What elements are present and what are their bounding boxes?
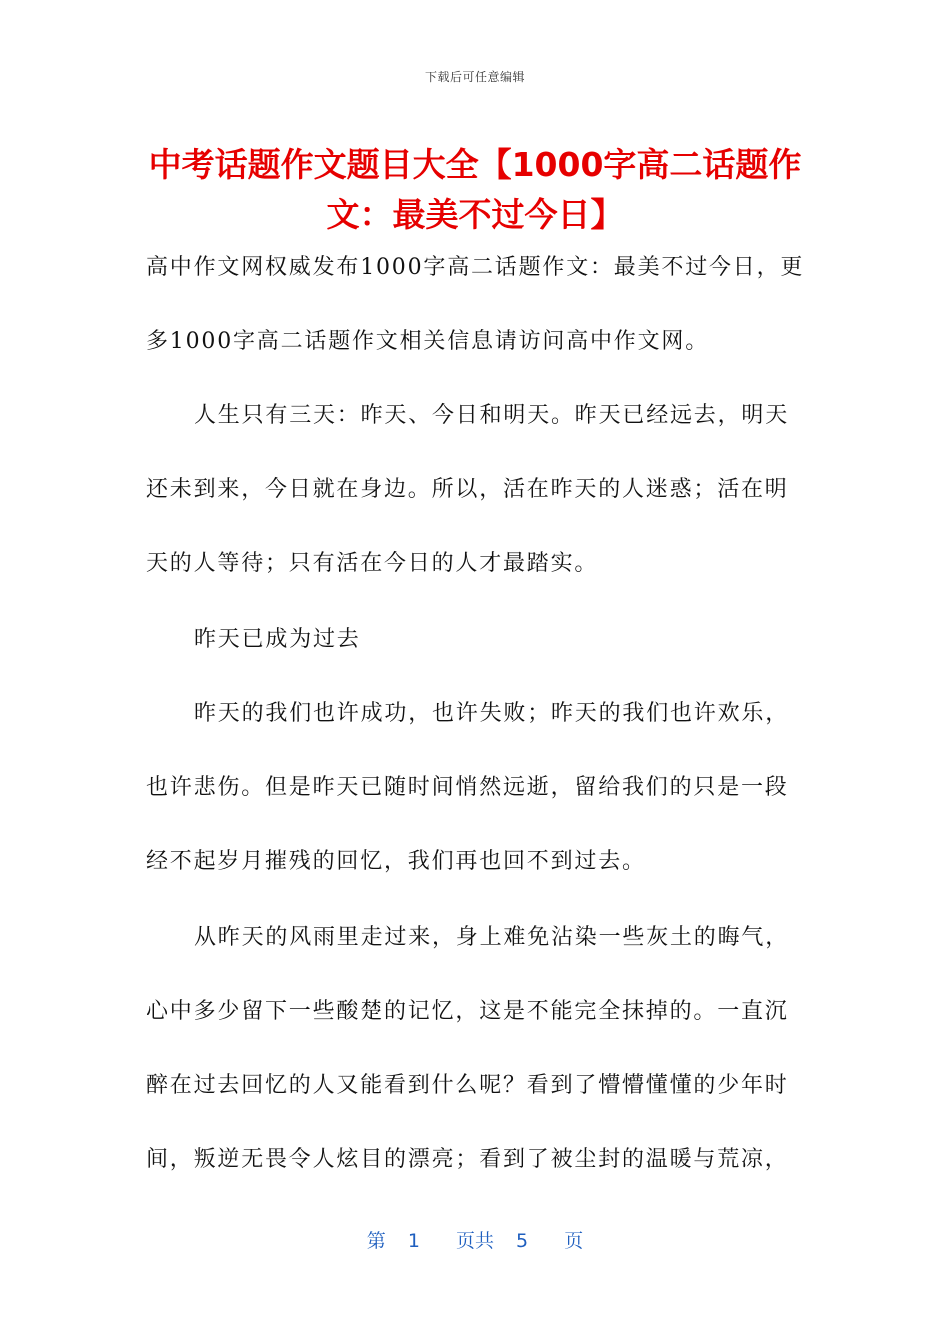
text-line: 昨天的我们也许成功，也许失败；昨天的我们也许欢乐， (194, 701, 790, 726)
text-line: 人生只有三天：昨天、今日和明天。昨天已经远去，明天 (194, 403, 790, 428)
text-line: 也许悲伤。但是昨天已随时间悄然远逝，留给我们的只是一段 (146, 775, 789, 800)
text-line: 昨天已成为过去 (194, 627, 361, 652)
text-line: 心中多少留下一些酸楚的记忆，这是不能完全抹掉的。一直沉 (146, 999, 789, 1024)
text-line: 还未到来，今日就在身边。所以，活在昨天的人迷惑；活在明 (146, 477, 789, 502)
document-title (135, 140, 815, 240)
title-line-2: 文：最美不过今日】 (326, 195, 624, 234)
text-line: 高中作文网权威发布1000字高二话题作文：最美不过今日，更 (146, 255, 805, 280)
text-line: 从昨天的风雨里走过来，身上难免沾染一些灰土的晦气， (194, 925, 790, 950)
footer-label-first: 第 (366, 1230, 386, 1252)
footer-total-pages: 5 (516, 1230, 529, 1252)
text-line: 经不起岁月摧残的回忆，我们再也回不到过去。 (146, 849, 646, 874)
footer-label-total: 页共 (455, 1230, 494, 1252)
text-line: 醉在过去回忆的人又能看到什么呢？看到了懵懵懂懂的少年时 (146, 1073, 789, 1098)
text-line: 间，叛逆无畏令人炫目的漂亮；看到了被尘封的温暖与荒凉， (146, 1147, 789, 1172)
footer-page-number: 1 (407, 1230, 420, 1252)
title-line-1: 中考话题作文题目大全【1000字高二话题作 (148, 145, 802, 184)
text-line: 多1000字高二话题作文相关信息请访问高中作文网。 (146, 329, 709, 354)
page-footer (0, 1226, 950, 1253)
header-note: 下载后可任意编辑 (424, 70, 525, 84)
footer-label-end: 页 (564, 1230, 584, 1252)
text-line: 天的人等待；只有活在今日的人才最踏实。 (146, 551, 599, 576)
